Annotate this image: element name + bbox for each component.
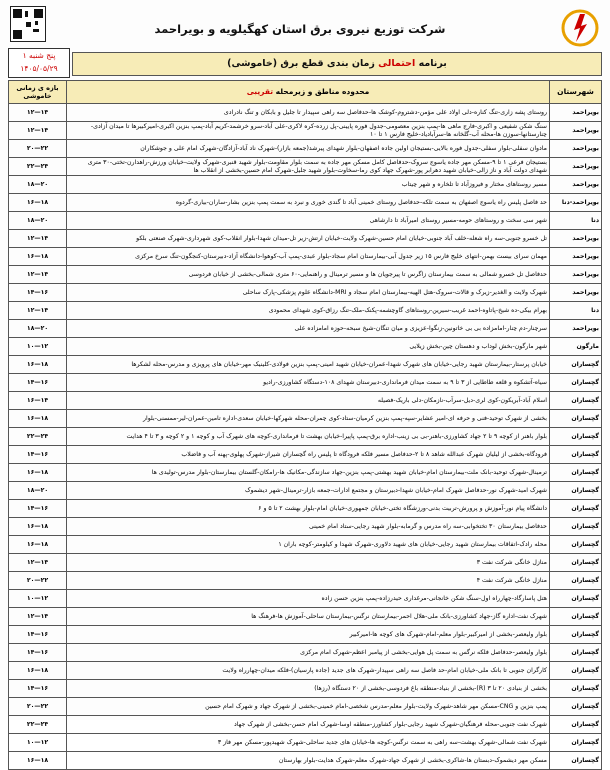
time-cell: ۱۶—۱۸ bbox=[9, 410, 67, 428]
city-cell: گچساران bbox=[550, 518, 602, 536]
city-cell: گچساران bbox=[550, 410, 602, 428]
table-row bbox=[9, 158, 602, 176]
city-cell: بویراحمد bbox=[550, 158, 602, 176]
time-cell: ۲۲—۲۴ bbox=[9, 158, 67, 176]
area-cell: شهرک نفت شمالی-شهرک بهشت-سه راهی به سمت نرگس-کوچه ها-خیابان های جدید ساحلی-شهرک شهیدپور-مسکن مهر فاز ۳ bbox=[67, 734, 550, 752]
city-cell: گچساران bbox=[550, 662, 602, 680]
program-title-prefix: برنامه bbox=[415, 58, 447, 69]
time-cell: ۱۸—۲۰ bbox=[9, 176, 67, 194]
table-row bbox=[9, 320, 602, 338]
table-row bbox=[9, 500, 602, 518]
time-cell: ۱۴—۱۶ bbox=[9, 374, 67, 392]
program-title-suffix: زمان بندی قطع برق (خاموشی) bbox=[227, 58, 379, 69]
table-row bbox=[9, 428, 602, 446]
city-cell: بویراحمد bbox=[550, 284, 602, 302]
city-cell: بویراحمد bbox=[550, 320, 602, 338]
city-cell: گچساران bbox=[550, 752, 602, 770]
area-cell: حد فاصل پلیس راه یاسوج اصفهان به سمت تلکه-حدفاصل روستای خمینی آباد تا گندی خوری و نبرد به سمت پمپ بنزین بشار-ساران-بیاری-گردوه bbox=[67, 194, 550, 212]
table-row bbox=[9, 338, 602, 356]
time-cell: ۱۶—۱۸ bbox=[9, 662, 67, 680]
area-cell: روستای پشه زاری-تنگ کناره-دلی اولاد علی مؤمن-دشتروم-کوشک ها-حدفاصل سه راهی سپیدار تا جلیل و بابکان و تنگ نادرادی bbox=[67, 104, 550, 122]
time-cell: ۱۶—۱۸ bbox=[9, 518, 67, 536]
city-cell: دنا bbox=[550, 212, 602, 230]
table-row bbox=[9, 302, 602, 320]
area-cell: خیابان پرستار-بیمارستان شهید رجایی-خیابان های شهرک شهدا-عمران-خیابان شهید امینی-پمپ بنزین فولادی-کلینیک مهر-خیابان های پرویزی و مدرس-محله لشکرها bbox=[67, 356, 550, 374]
city-cell: گچساران bbox=[550, 500, 602, 518]
time-cell: ۱۴—۱۶ bbox=[9, 626, 67, 644]
table-row bbox=[9, 590, 602, 608]
city-cell: گچساران bbox=[550, 356, 602, 374]
table-header-row bbox=[9, 81, 602, 104]
time-cell: ۱۸—۲۰ bbox=[9, 482, 67, 500]
area-cell: حدفاصل تل خسرو شمالی به سمت بیمارستان زاگرس تا پیرجویان ها و مسیر ترمینال و راهنمایی-۶۰ متری شمالی-بخشی از خیابان فردوسی bbox=[67, 266, 550, 284]
col-area-header-text: محدوده مناطق و زیرمحله bbox=[273, 87, 370, 97]
table-row bbox=[9, 716, 602, 734]
table-row bbox=[9, 572, 602, 590]
table-row bbox=[9, 230, 602, 248]
table-row bbox=[9, 680, 602, 698]
area-cell: بخشی از بنیادی ۲۰ تا ۳ (R)-بخشی از بنیاد-منطقه باغ فردوسی-بخشی از ۲۰ دستگاه (رزها) bbox=[67, 680, 550, 698]
city-cell: گچساران bbox=[550, 392, 602, 410]
area-cell: ترمینال-شهرک توحید-بانک ملت-بیمارستان امام-خیابان شهید بهشتی-پمپ بنزین-جهاد سازندگی-مکانیک ها-رامکان-گلستان بیمارستان-بلوار مدرس-تولیدی ها bbox=[67, 464, 550, 482]
date-box bbox=[8, 48, 70, 78]
time-cell: ۱۴—۱۶ bbox=[9, 284, 67, 302]
table-row bbox=[9, 446, 602, 464]
table-row bbox=[9, 482, 602, 500]
city-cell: بویراحمد-دنا bbox=[550, 194, 602, 212]
time-cell: ۱۲—۱۴ bbox=[9, 104, 67, 122]
area-cell: فرودگاه-بخشی از لیلیان شهرک عبدالله شاهد ۸ تا ۲-حدفاصل مسیر فلکه فرودگاه تا پلیس راه گچساران شیراز-شهرک پهلوی-پهنه آب و فاضلاب bbox=[67, 446, 550, 464]
city-cell: گچساران bbox=[550, 374, 602, 392]
time-cell: ۲۰—۲۲ bbox=[9, 698, 67, 716]
area-cell: بهرام بیکی-ده شیخ-پاتاوه-احمد غریب-سیرین-روستاهای گاوچشمه-پکنک-ملک-تنگ رزاق-کوی شهدای محمودی bbox=[67, 302, 550, 320]
time-cell: ۲۲—۲۴ bbox=[9, 428, 67, 446]
date-value: ۱۴۰۵/۰۵/۲۹ bbox=[20, 64, 58, 73]
city-cell: بویراحمد bbox=[550, 140, 602, 158]
area-cell: مسکن مهر دیشموک-دبستان ها-شاکری-بخشی از شهرک جهاد-شهرک معلم-شهرک هدایت-بلوار بهارستان bbox=[67, 752, 550, 770]
area-cell: منازل خانگی شرکت نفت ۴ bbox=[67, 572, 550, 590]
table-row bbox=[9, 698, 602, 716]
table-row bbox=[9, 554, 602, 572]
time-cell: ۱۸—۲۰ bbox=[9, 212, 67, 230]
area-cell: سیاه-آتشکوه و قلعه طاطایی از ۳ تا ۹ به سمت میدان فرمانداری-دبیرستان شهدای ۱۰۸-دستگاه کشاورزی-رادیو bbox=[67, 374, 550, 392]
company-title: شرکت توزیع نیروی برق استان کهگیلویه و بویراحمد bbox=[154, 22, 446, 36]
time-cell: ۱۰—۱۲ bbox=[9, 338, 67, 356]
time-cell: ۱۸—۲۰ bbox=[9, 320, 67, 338]
table-row bbox=[9, 662, 602, 680]
area-cell: بستیجان فرعی ۱ تا ۹-مسکن مهر جاده یاسوج سروک-حدفاصل کامل مسکن مهر جاده به سمت بلوار مقاومت-بلوار شهید قنبری-شهرک ولایت-خیابان ورزش-راهدارن-تختی-۳۰ متری شهدای دولت آباد و ناز زالی-خیابان شهید دهرابر پور-شهرک جهاد کوی رما-سخاوت-بلوار شهید جلیل-شهرک امام حسین-بخشی از انقلاب ها bbox=[67, 158, 550, 176]
time-cell: ۱۶—۱۸ bbox=[9, 356, 67, 374]
time-cell: ۱۲—۱۴ bbox=[9, 302, 67, 320]
city-cell: بویراحمد bbox=[550, 176, 602, 194]
city-cell: گچساران bbox=[550, 626, 602, 644]
time-cell: ۲۲—۲۴ bbox=[9, 716, 67, 734]
col-city-header: شهرستان bbox=[550, 81, 602, 104]
area-cell: سنگ شکن شفیعی و اکبری-فارج ماهی ها-پمپ بنزین معصومی-جدول فوره پایینی-پل زرده-کره لاکری-علی آباد-سرو خرشمد-کریم آباد-پمپ بنزین اکبری-امیرکبیرها تا میدان آزادی-چنارستانها-سوزن ها-محله آب-گلخانه ها-سرآبادیاد-خلیج فارس ۱ تا ۱۰ bbox=[67, 122, 550, 140]
city-cell: گچساران bbox=[550, 680, 602, 698]
city-cell: گچساران bbox=[550, 446, 602, 464]
header bbox=[0, 0, 610, 50]
table-row bbox=[9, 536, 602, 554]
time-cell: ۱۴—۱۶ bbox=[9, 500, 67, 518]
table-row bbox=[9, 212, 602, 230]
time-cell: ۱۶—۱۴ bbox=[9, 392, 67, 410]
area-cell: بلوار ولیعصر-حدفاصل فلکه نرگس به سمت پل هوایی-بخشی از پیامبر اعظم-شهرک امام مرکزی bbox=[67, 644, 550, 662]
table-row bbox=[9, 608, 602, 626]
area-cell: شهرک نفت جنوبی-محله فرهنگیان-شهرک شهید رجایی-بلوار کشاورز-منطقه اوسا-شهرک امام حسن-بخشی از شهرک جهاد bbox=[67, 716, 550, 734]
table-row bbox=[9, 104, 602, 122]
time-cell: ۱۲—۱۴ bbox=[9, 122, 67, 140]
time-cell: ۱۰—۱۲ bbox=[9, 734, 67, 752]
city-cell: گچساران bbox=[550, 428, 602, 446]
table-row bbox=[9, 140, 602, 158]
date-day: پنج شنبه ۱ bbox=[22, 51, 56, 60]
area-cell: شهرک ولایت و الغدیر-زیرک و قالات-سروک-هتل الهیه-بیمارستان امام سجاد و MRI-دانشگاه علوم پزشکی-پارک ساحلی bbox=[67, 284, 550, 302]
time-cell: ۱۶—۱۸ bbox=[9, 752, 67, 770]
table-row bbox=[9, 752, 602, 770]
area-cell: مهمان سرای بیست بهمن-انتهای خلیج فارس ۱۵ زیر جدول آبی-بیمارستان امام سجاد-بلوار عبدی-پمپ آب-کوهوا-دانشگاه آزاد-دبیرستان-کنجگون-تنگ سرخ مرکزی bbox=[67, 248, 550, 266]
table-row bbox=[9, 464, 602, 482]
time-cell: ۱۲—۱۴ bbox=[9, 554, 67, 572]
table-row bbox=[9, 266, 602, 284]
area-cell: محله رادک-اتفاقات بیمارستان شهید رجایی-خیابان های شهید دلاوری-شهرک شهدا و کیلومتر-کوچه باران ۱ bbox=[67, 536, 550, 554]
time-cell: ۱۶—۱۸ bbox=[9, 194, 67, 212]
col-area-header bbox=[67, 81, 550, 104]
city-cell: گچساران bbox=[550, 644, 602, 662]
table-row bbox=[9, 644, 602, 662]
outage-table bbox=[8, 80, 602, 770]
city-cell: گچساران bbox=[550, 590, 602, 608]
city-cell: بویراحمد bbox=[550, 248, 602, 266]
time-cell: ۱۴—۱۶ bbox=[9, 680, 67, 698]
area-cell: کارگران جنوبی تا بانک ملی-خیابان امام-حد فاصل سه راهی سپیدار-شهرک های جدید (جاده پارسیان)-فلکه میدان-چهارراه ولایت bbox=[67, 662, 550, 680]
city-cell: گچساران bbox=[550, 716, 602, 734]
area-cell: هتل پاسارگاد-چهارراه اول-سنگ شکن خانجانی-مرغداری حیدرزاده-پمپ بنزین حسن زاده bbox=[67, 590, 550, 608]
area-cell: سرچنار-دم چنار-امامزاده بی بی خاتونین-زنگوا-عزیزی و میان تنگان-شیخ سبحه-حوزه امامزاده علی bbox=[67, 320, 550, 338]
table-row bbox=[9, 194, 602, 212]
city-cell: گچساران bbox=[550, 698, 602, 716]
city-cell: بویراحمد bbox=[550, 122, 602, 140]
program-title-highlight: احتمالی bbox=[378, 58, 416, 69]
city-cell: گچساران bbox=[550, 608, 602, 626]
time-cell: ۲۰—۲۲ bbox=[9, 140, 67, 158]
area-cell: منازل خانگی شرکت نفت ۳ bbox=[67, 554, 550, 572]
area-cell: بلوار باهنر از کوچه ۹ تا ۲ جهاد کشاورزی-باهنر-بی بی زینب-اداره برق-پمپ پاپیرا-خیابان بهشت تا فرمانداری-کوچه های شهرک آب و کوچه ۱ و ۲ کوچه و ۳ تا ۴ هدایت bbox=[67, 428, 550, 446]
table-row bbox=[9, 734, 602, 752]
table-row bbox=[9, 176, 602, 194]
time-cell: ۱۲—۱۴ bbox=[9, 266, 67, 284]
col-time-header: بازه ی زمانی خاموشی bbox=[9, 81, 67, 104]
area-cell: شهرک نفت-اداره گاز-جهاد کشاورزی-بانک ملی-هلال احمر-بیمارستان نرگس-بیمارستان ساحلی-آموزش ها-فرهنگ ها bbox=[67, 608, 550, 626]
city-cell: مارگون bbox=[550, 338, 602, 356]
time-cell: ۱۴—۱۶ bbox=[9, 446, 67, 464]
city-cell: دنا bbox=[550, 302, 602, 320]
area-cell: بلوار ولیعصر-بخشی از امیرکبیر-بلوار معلم-امام-شهرک های کوچه ها-امیرکبیر bbox=[67, 626, 550, 644]
time-cell: ۱۴—۱۶ bbox=[9, 644, 67, 662]
table-row bbox=[9, 410, 602, 428]
area-cell: اسلام آباد-آبریکون-کوی لری-دیل-سرآب-نازمکان-دلی باریک-فصیله bbox=[67, 392, 550, 410]
table-row bbox=[9, 122, 602, 140]
city-cell: گچساران bbox=[550, 482, 602, 500]
time-cell: ۱۶—۱۸ bbox=[9, 536, 67, 554]
time-cell: ۱۶—۱۸ bbox=[9, 464, 67, 482]
qr-code bbox=[10, 6, 46, 42]
col-area-header-highlight: تقریبی bbox=[246, 87, 274, 97]
area-cell: شهر مارگون-بخش لوداب و دهستان چین-بخش زیلایی bbox=[67, 338, 550, 356]
city-cell: گچساران bbox=[550, 734, 602, 752]
city-cell: گچساران bbox=[550, 554, 602, 572]
time-cell: ۲۰—۲۲ bbox=[9, 572, 67, 590]
area-cell: شهرک امید-شهرک نور-حدفاصل شهرک امام-خیابان شهدا-دبیرستان و مجتمع ادارات-جمعه بازار-ترمینال-شهر دیشموک bbox=[67, 482, 550, 500]
table-row bbox=[9, 626, 602, 644]
table-row bbox=[9, 248, 602, 266]
area-cell: مادوان سفلی-بلوار سفلی-جدول فوره بالایی-بستیجان اولین جاده اصفهان-بلوار شهدای پیرشد(جمعه بازار)-شهرک ناد آباد-آزادگان-شهرک امام علی و جوشکاران bbox=[67, 140, 550, 158]
city-cell: بویراحمد bbox=[550, 266, 602, 284]
city-cell: بویراحمد bbox=[550, 230, 602, 248]
area-cell: حدفاصل بیمارستان ۳۰ تختخوابی-سه راه مدرس و گرمابه-بلوار شهید رجایی-ستاد امام خمینی bbox=[67, 518, 550, 536]
table-row bbox=[9, 518, 602, 536]
area-cell: مسیر روستاهای مختار و فیروزآباد تا تلخاره و شهر چیتاب bbox=[67, 176, 550, 194]
city-cell: گچساران bbox=[550, 572, 602, 590]
area-cell: شهر سی سخت و روستاهای حومه-مسیر روستای امیرآباد تا دارشاهی bbox=[67, 212, 550, 230]
area-cell: بخشی از شهرک توحید-فنی و حرفه ای-امیر عشایر-سپه-پمپ بنزین کرمیان-ستاد-کوی چمران-محله شهرکها-خیابان سعدی-اداره تامین-عمران-لیر-ممسنی-بلوار bbox=[67, 410, 550, 428]
city-cell: بویراحمد bbox=[550, 104, 602, 122]
table-row bbox=[9, 374, 602, 392]
program-title bbox=[72, 52, 602, 76]
time-cell: ۱۰—۱۲ bbox=[9, 590, 67, 608]
table-row bbox=[9, 284, 602, 302]
time-cell: ۱۲—۱۴ bbox=[9, 230, 67, 248]
company-logo-icon bbox=[560, 8, 600, 48]
area-cell: تل خسرو جنوبی-سه راه شعله-خلف آباد جنوبی-خیابان امام حسین-شهرک ولایت-خیابان ارتش-زیر تل-میدان شهدا-بلوار انقلاب-کوی شهرداری-شهرک صنعتی بلکو bbox=[67, 230, 550, 248]
table-row bbox=[9, 356, 602, 374]
area-cell: دانشگاه پیام نور-آموزش و پرورش-تربیت بدنی-ورزشگاه تختی-خیابان جمهوری-خیابان امام-بلوار بهشت ۲ تا ۵ و ۶ bbox=[67, 500, 550, 518]
table-row bbox=[9, 392, 602, 410]
area-cell: پمپ بنزین و CNG-مسکن مهر شاهد-شهرک ولایت-بلوار معلم-مدرس شخصی-امام خمینی-بخشی از شهرک جهاد و شهرک امام حسین bbox=[67, 698, 550, 716]
city-cell: گچساران bbox=[550, 536, 602, 554]
time-cell: ۱۲—۱۴ bbox=[9, 608, 67, 626]
time-cell: ۱۶—۱۸ bbox=[9, 248, 67, 266]
city-cell: گچساران bbox=[550, 464, 602, 482]
